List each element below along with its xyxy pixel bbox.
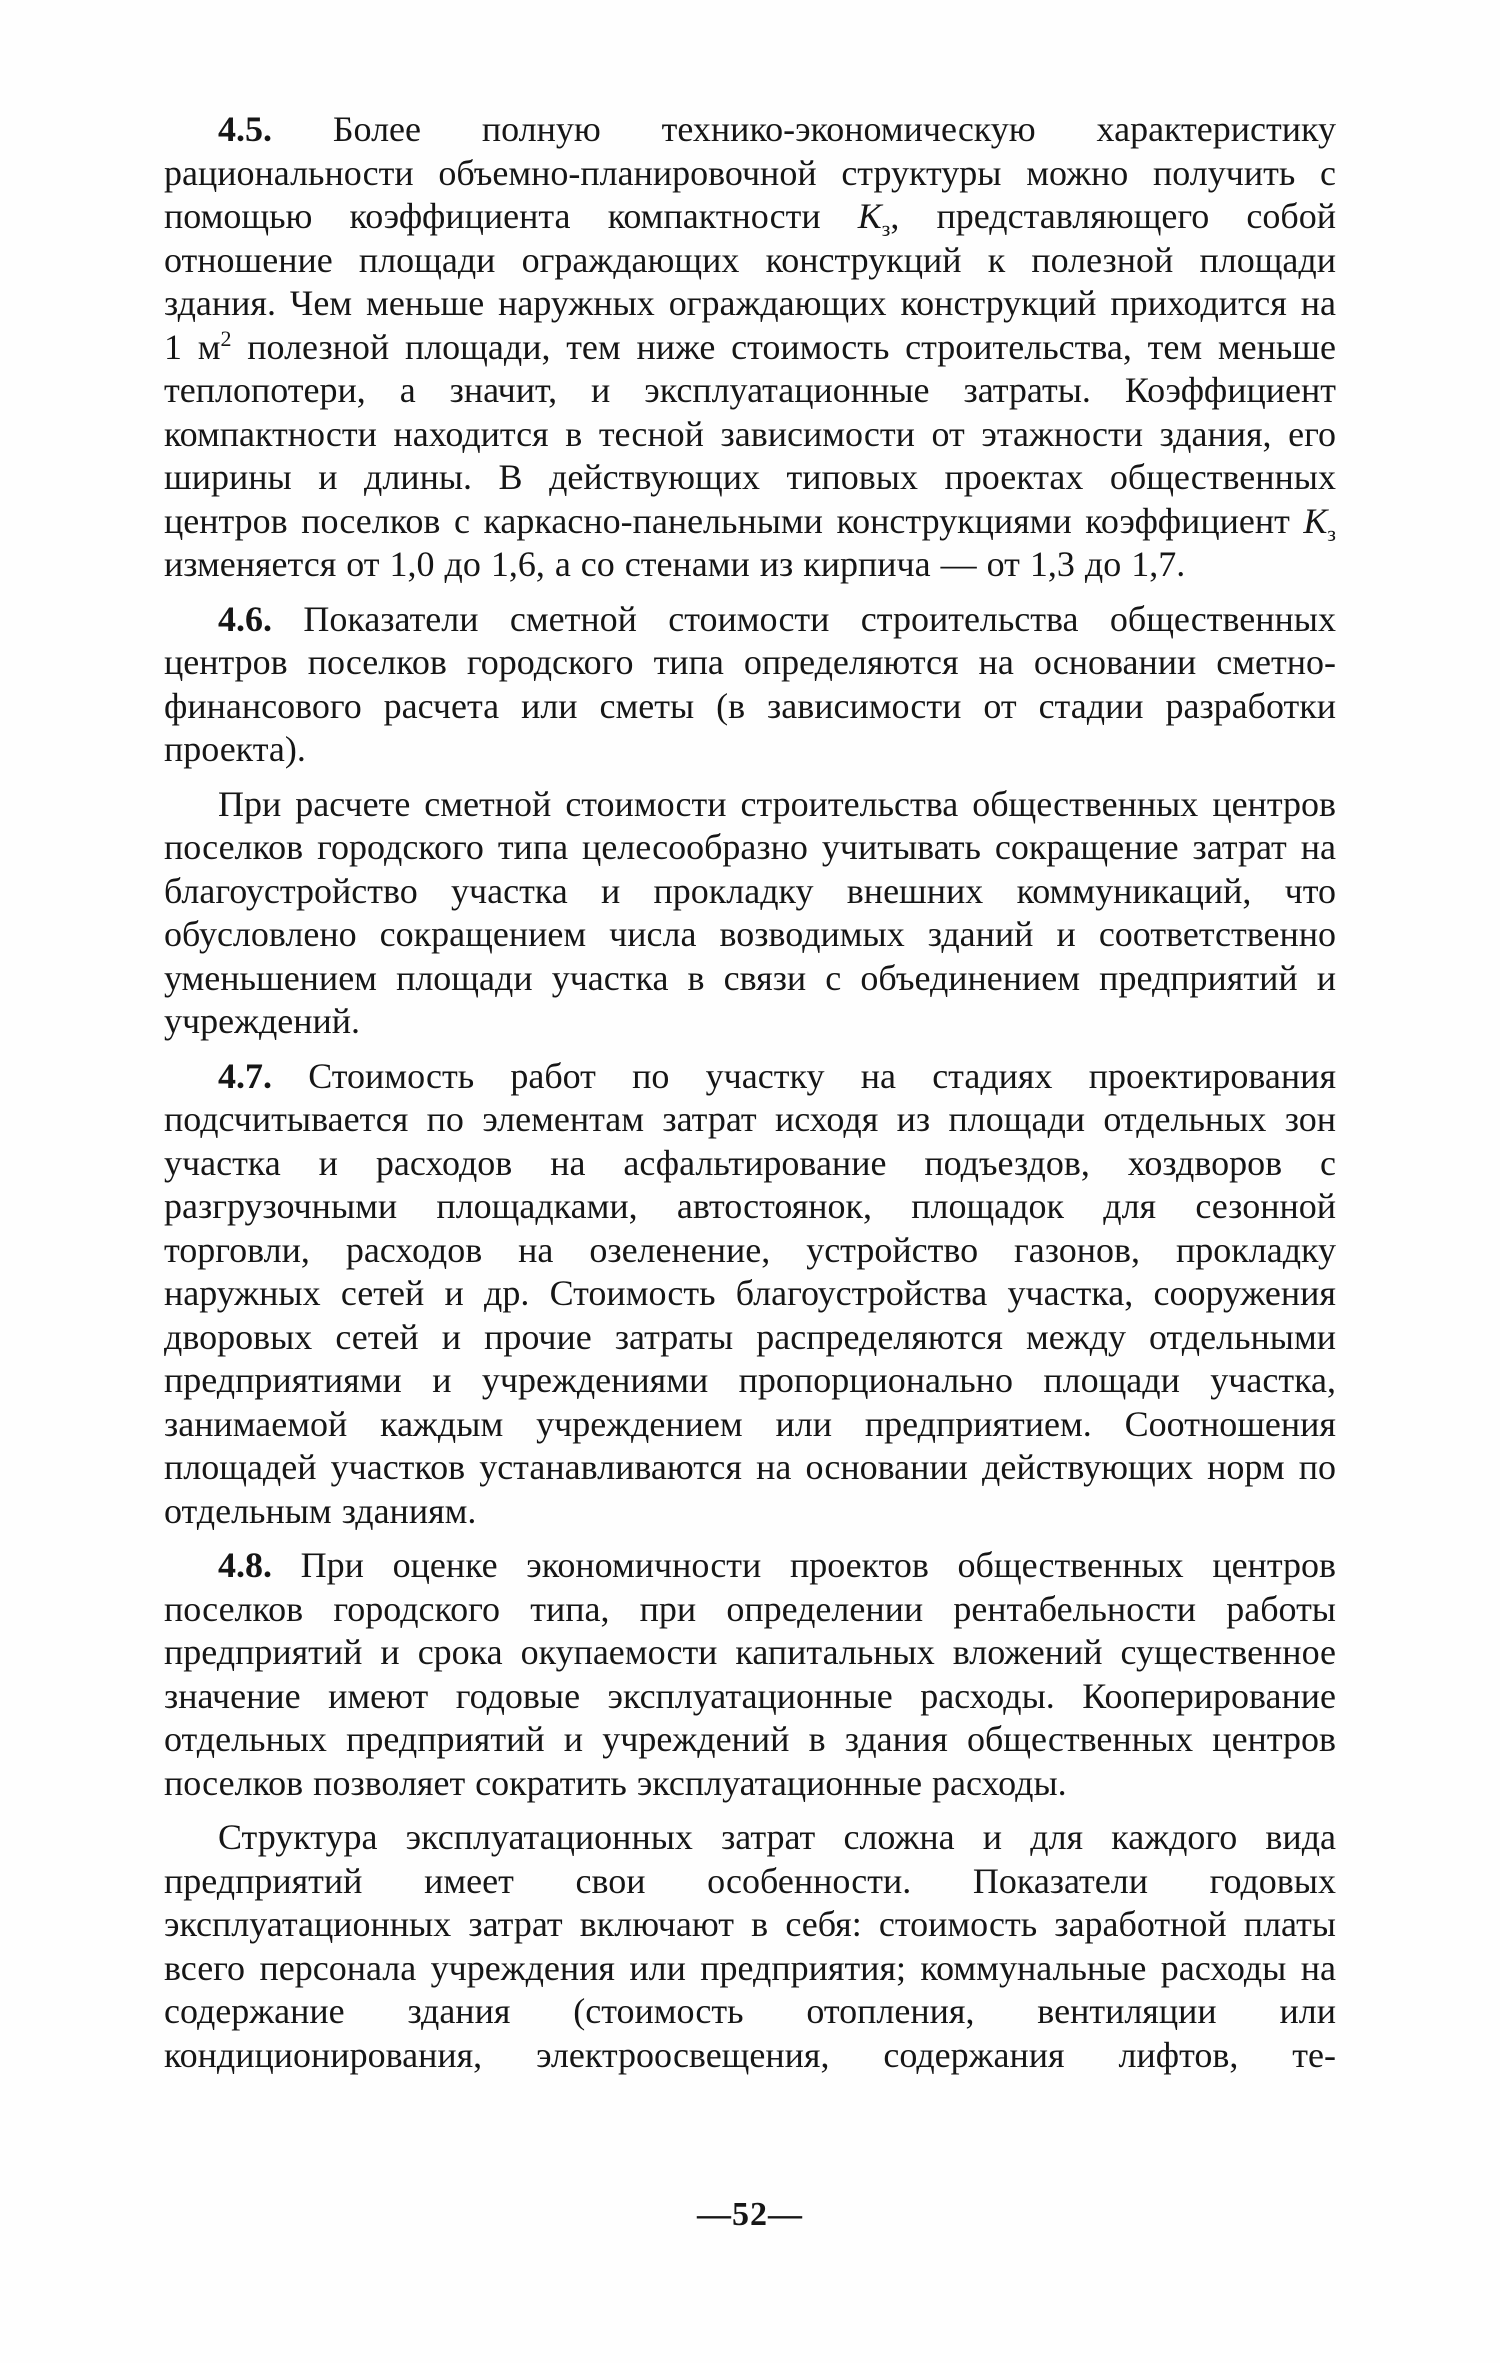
section-number: 4.6. [218, 598, 272, 639]
section-text: изменяется от 1,0 до 1,6, а со стенами из кирпича — от 1,3 до 1,7. [164, 544, 1186, 584]
section-text: Показатели сметной стоимости строительства общественных центров поселков городского типа определяются на основании сметно-финансового расчета или сметы (в зависимости от стадии разработки проекта). [164, 598, 1336, 769]
unit-superscript: 2 [220, 325, 232, 351]
section-text: При оценке экономичности проектов общественных центров поселков городского типа, при определении рентабельности работы предприятий и срока окупаемости капитальных вложений существенное значение имеют годовые эксплуатационные расходы. Кооперирование отдельных предприятий и учреждений в здания общественных центров поселков позволяет сократить эксплуатационные расходы. [164, 1545, 1336, 1803]
coefficient-subscript: з [1327, 520, 1336, 546]
section-text: полезной площади, тем ниже стоимость строительства, тем меньше теплопотери, а значит, и эксплуатационные затраты. Коэффициент компактности находится в тесной зависимости от этажности здания, его ширины и длины. В действующих типовых проектах общественных центров поселков с каркасно-панельными конструкциями коэффициент [164, 326, 1336, 541]
section-text: Более полную технико-экономическую характеристику рациональности объемно-планировочной структуры можно получить с помощью коэффициента компактности [164, 109, 1336, 236]
paragraph-text: При расчете сметной стоимости строительства общественных центров поселков городского типа целесообразно учитывать сокращение затрат на благоустройство участка и прокладку внешних коммуникаций, что обусловлено сокращением числа возводимых зданий и соответственно уменьшением площади участка в связи с объединением предприятий и учреждений. [164, 783, 1336, 1041]
section-number: 4.8. [218, 1545, 272, 1585]
section-text: , представляющего собой отношение площади ограждающих конструкций к полезной площади здания. Чем меньше наружных ограждающих конструкций приходится на 1 м [164, 196, 1336, 367]
section-4-8 [164, 1544, 1336, 1805]
coefficient-symbol: К [1303, 500, 1328, 541]
section-number: 4.7. [218, 1055, 272, 1096]
body-text [164, 108, 1336, 2077]
page-number: —52— [697, 2196, 803, 2233]
paragraph-text: Структура эксплуатационных затрат сложна и для каждого вида предприятий имеет свои особенности. Показатели годовых эксплуатационных затрат включают в себя: стоимость заработной платы всего персонала учреждения или предприятия; коммунальные расходы на содержание здания (стоимость отопления, вентиляции или кондиционирования, электроосвещения, содержания лифтов, те- [164, 1817, 1336, 2075]
section-text: Стоимость работ по участку на стадиях проектирования подсчитывается по элементам затрат исходя из площади отдельных зон участка и расходов на асфальтирование подъездов, хоздворов с разгрузочными площадками, автостоянок, площадок для сезонной торговли, расходов на озеленение, устройство газонов, прокладку наружных сетей и др. Стоимость благоустройства участка, сооружения дворовых сетей и прочие затраты распределяются между отдельными предприятиями и учреждениями пропорционально площади участка, занимаемой каждым учреждением или предприятием. Соотношения площадей участков устанавливаются на основании действующих норм по отдельным зданиям. [164, 1055, 1336, 1531]
section-4-7 [164, 1055, 1336, 1534]
section-4-6 [164, 598, 1336, 772]
section-number: 4.5. [218, 109, 272, 149]
section-4-5 [164, 108, 1336, 587]
paragraph-operating-costs [164, 1816, 1336, 2077]
paragraph-estimate [164, 783, 1336, 1044]
coefficient-subscript: з [881, 216, 891, 242]
coefficient-symbol: К [857, 196, 882, 236]
